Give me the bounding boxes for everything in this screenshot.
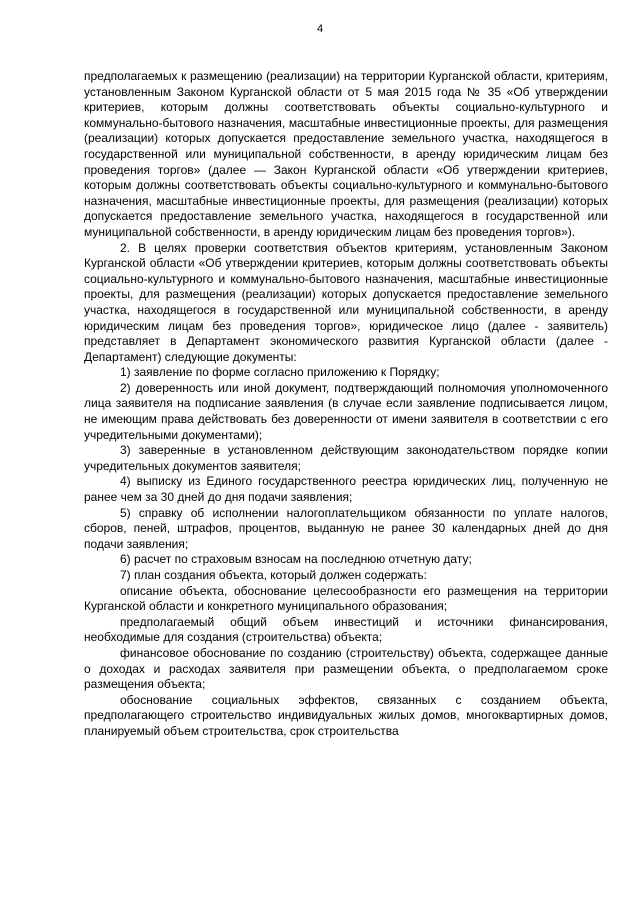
paragraph-item-2: 2. В целях проверки соответствия объектов критериям, установленным Законом Курганской области «Об утверждении критериев, которым должны соответствовать объекты социально-культурного и коммунально-бытового назначения, масштабные инвестиционные проекты, для размещения (реализации) которых допускается предоставление земельного участка, находящегося в государственной или муниципальной собственности, в аренду юридическим лицам без проведения торгов», юридическое лицо (далее - заявитель) представляет в Департамент экономического развития Курганской области (далее - Департамент) следующие документы:	[84, 240, 608, 364]
plan-item-description: описание объекта, обоснование целесообразности его размещения на территории Курганской области и конкретного муниципального образования;	[84, 583, 608, 614]
list-item-6: 6) расчет по страховым взносам на последнюю отчетную дату;	[120, 552, 472, 567]
list-item-5: 5) справку об исполнении налогоплательщиком обязанности по уплате налогов, сборов, пеней, штрафов, процентов, выданную не ранее 30 календарных дней до дня подачи заявления;	[84, 505, 608, 551]
paragraph-continuation: предполагаемых к размещению (реализации) на территории Курганской области, критериям, установленным Законом Курганской области от 5 мая 2015 года № 35 «Об утверждении критериев, которым должны соответствовать объекты социально-культурного и коммунально-бытового назначения, масштабные инвестиционные проекты, для размещения (реализации) которых допускается предоставление земельного участка, находящегося в государственной или муниципальной собственности, в аренду юридическим лицам без проведения торгов» (далее — Закон Курганской области «Об утверждении критериев, которым должны соответствовать объекты социально-культурного и коммунально-бытового назначения, масштабные инвестиционные проекты, для размещения (реализации) которых допускается предоставление земельного участка, находящегося в государственной или муниципальной собственности, в аренду юридическим лицам без проведения торгов»).	[84, 69, 608, 239]
page-number: 4	[316, 23, 324, 35]
plan-item-investment: предполагаемый общий объем инвестиций и источники финансирования, необходимые для создания (строительства) объекта;	[84, 614, 608, 645]
list-item-3: 3) заверенные в установленном действующим законодательством порядке копии учредительных документов заявителя;	[84, 443, 608, 473]
plan-item-social: обоснование социальных эффектов, связанных с созданием объекта, предполагающего строительство индивидуальных жилых домов, многоквартирных домов, планируемый объем строительства, срок строительства	[84, 692, 608, 738]
plan-item-financial: финансовое обоснование по созданию (строительству) объекта, содержащее данные о доходах и расходах заявителя при размещении объекта, о предполагаемом сроке размещения объекта;	[84, 645, 608, 692]
list-item-2: 2) доверенность или иной документ, подтверждающий полномочия уполномоченного лица заявителя на подписание заявления (в случае если заявление подписывается лицом, не имеющим права действовать без доверенности от имени заявителя в соответствии с его учредительными документами);	[84, 380, 608, 442]
list-item-1: 1) заявление по форме согласно приложению к Порядку;	[120, 365, 440, 380]
list-item-4: 4) выписку из Единого государственного реестра юридических лиц, полученную не ранее чем за 30 дней до дня подачи заявления;	[84, 474, 608, 505]
list-item-7: 7) план создания объекта, который должен содержать:	[120, 568, 427, 582]
document-body	[84, 69, 608, 740]
